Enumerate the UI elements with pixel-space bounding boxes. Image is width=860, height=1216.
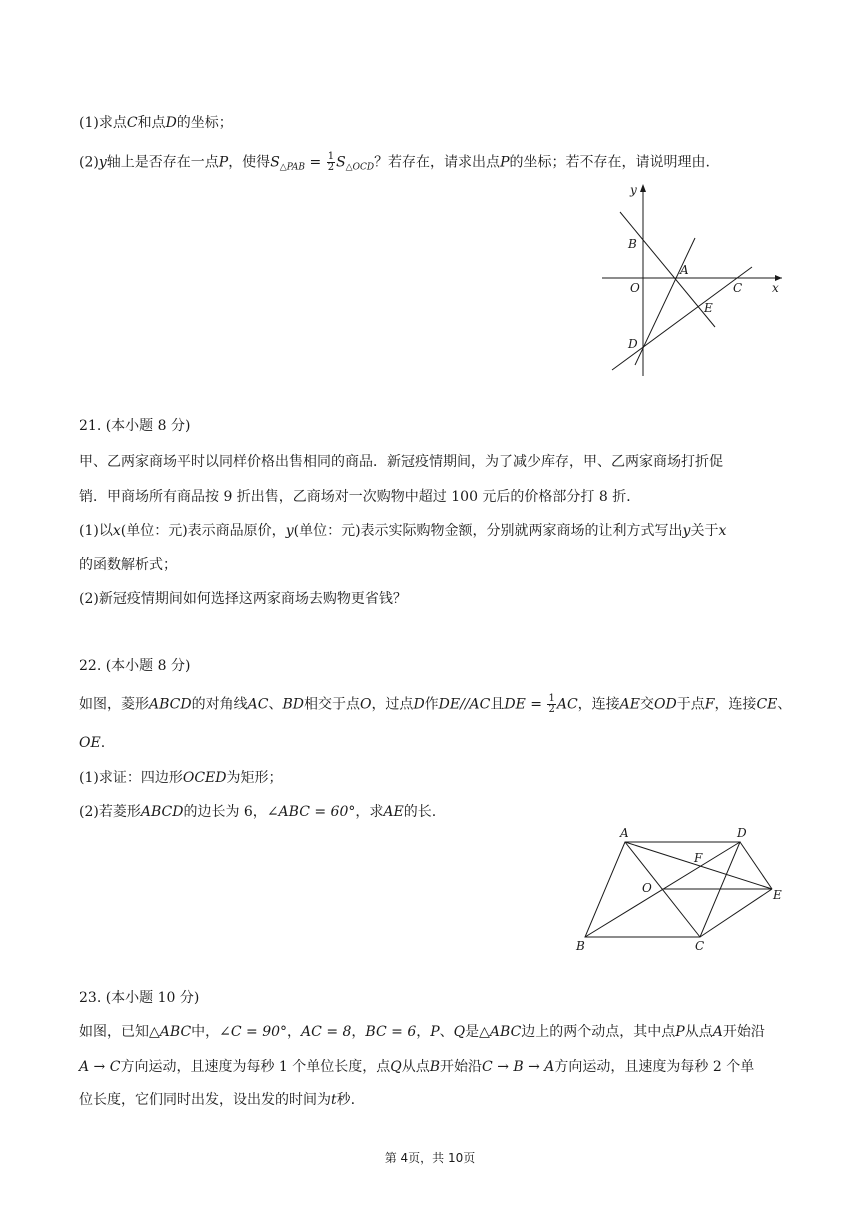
q21-header: 21. (本小题 8 分) [79, 418, 191, 434]
line-BE [620, 212, 715, 327]
label-D: D [737, 826, 747, 840]
fraction-half: $\frac{1}{2}$ [327, 151, 335, 173]
label-E: E [773, 888, 782, 902]
q23-header: 23. (本小题 10 分) [79, 990, 200, 1006]
q22-rhombus-figure [570, 822, 795, 957]
label-A: A [620, 826, 629, 840]
q22-question1: (1)求证：四边形OCED为矩形； [79, 770, 283, 786]
q20-coordinate-figure [600, 180, 790, 380]
label-O: O [642, 881, 652, 895]
q20-part1: (1)求点C和点D的坐标； [79, 115, 233, 131]
q21-question2: (2)新冠疫情期间如何选择这两家商场去购物更省钱？ [79, 591, 407, 607]
page-footer: 第 4页，共 10页 [384, 1151, 476, 1165]
q23-para2: A → C方向运动，且速度为每秒 1 个单位长度，点Q从点B开始沿C → B → A方向运动，且速度为每秒 2 个单 [79, 1059, 755, 1075]
label-O: O [630, 281, 640, 295]
q20-part2: (2)y轴上是否存在一点P，使得$S_{\triangle PAB}$ = $\frac{1}{2}$ $S_{\triangle OCD}$？若存在，请求出点P的坐标；若不存在，请说明理由. [79, 151, 710, 173]
label-F: F [694, 851, 703, 865]
segment-DE [740, 842, 772, 889]
q21-para1: 甲、乙两家商场平时以同样价格出售相同的商品．新冠疫情期间，为了减少库存，甲、乙两家商场打折促 [79, 454, 723, 470]
q22-para1: 如图，菱形ABCD的对角线AC、BD相交于点O，过点D作DE//AC且DE = $\frac{1}{2}$ AC，连接AE交OD于点F，连接CE、 [79, 693, 792, 715]
segment-CE [700, 889, 772, 937]
q22-header: 22. (本小题 8 分) [79, 658, 191, 674]
q21-question1-cont: 的函数解析式； [79, 557, 177, 573]
label-E: E [704, 301, 713, 315]
label-C: C [733, 281, 743, 295]
q22-para1-cont: OE. [79, 735, 106, 751]
label-D: D [628, 337, 638, 351]
label-y: y [630, 183, 637, 197]
label-B: B [576, 939, 585, 953]
q23-para3: 位长度，它们同时出发，设出发的时间为t秒. [79, 1092, 356, 1108]
q22-question2: (2)若菱形ABCD的边长为 6，∠ABC = 60°，求AE的长. [79, 804, 437, 820]
q23-para1: 如图，已知△ABC中，∠C = 90°，AC = 8，BC = 6，P、Q是△ABC边上的两个动点，其中点P从点A开始沿 [79, 1024, 765, 1040]
label-x: x [772, 281, 779, 295]
fraction-half: $\frac{1}{2}$ [548, 693, 555, 715]
label-B: B [628, 237, 637, 251]
q21-question1: (1)以x(单位：元)表示商品原价，y(单位：元)表示实际购物金额，分别就两家商场的让利方式写出y关于x [79, 523, 727, 539]
q21-para2: 销．甲商场所有商品按 9 折出售，乙商场对一次购物中超过 100 元后的价格部分打 8 折． [79, 489, 641, 505]
label-A: A [680, 263, 689, 277]
label-C: C [695, 939, 705, 953]
